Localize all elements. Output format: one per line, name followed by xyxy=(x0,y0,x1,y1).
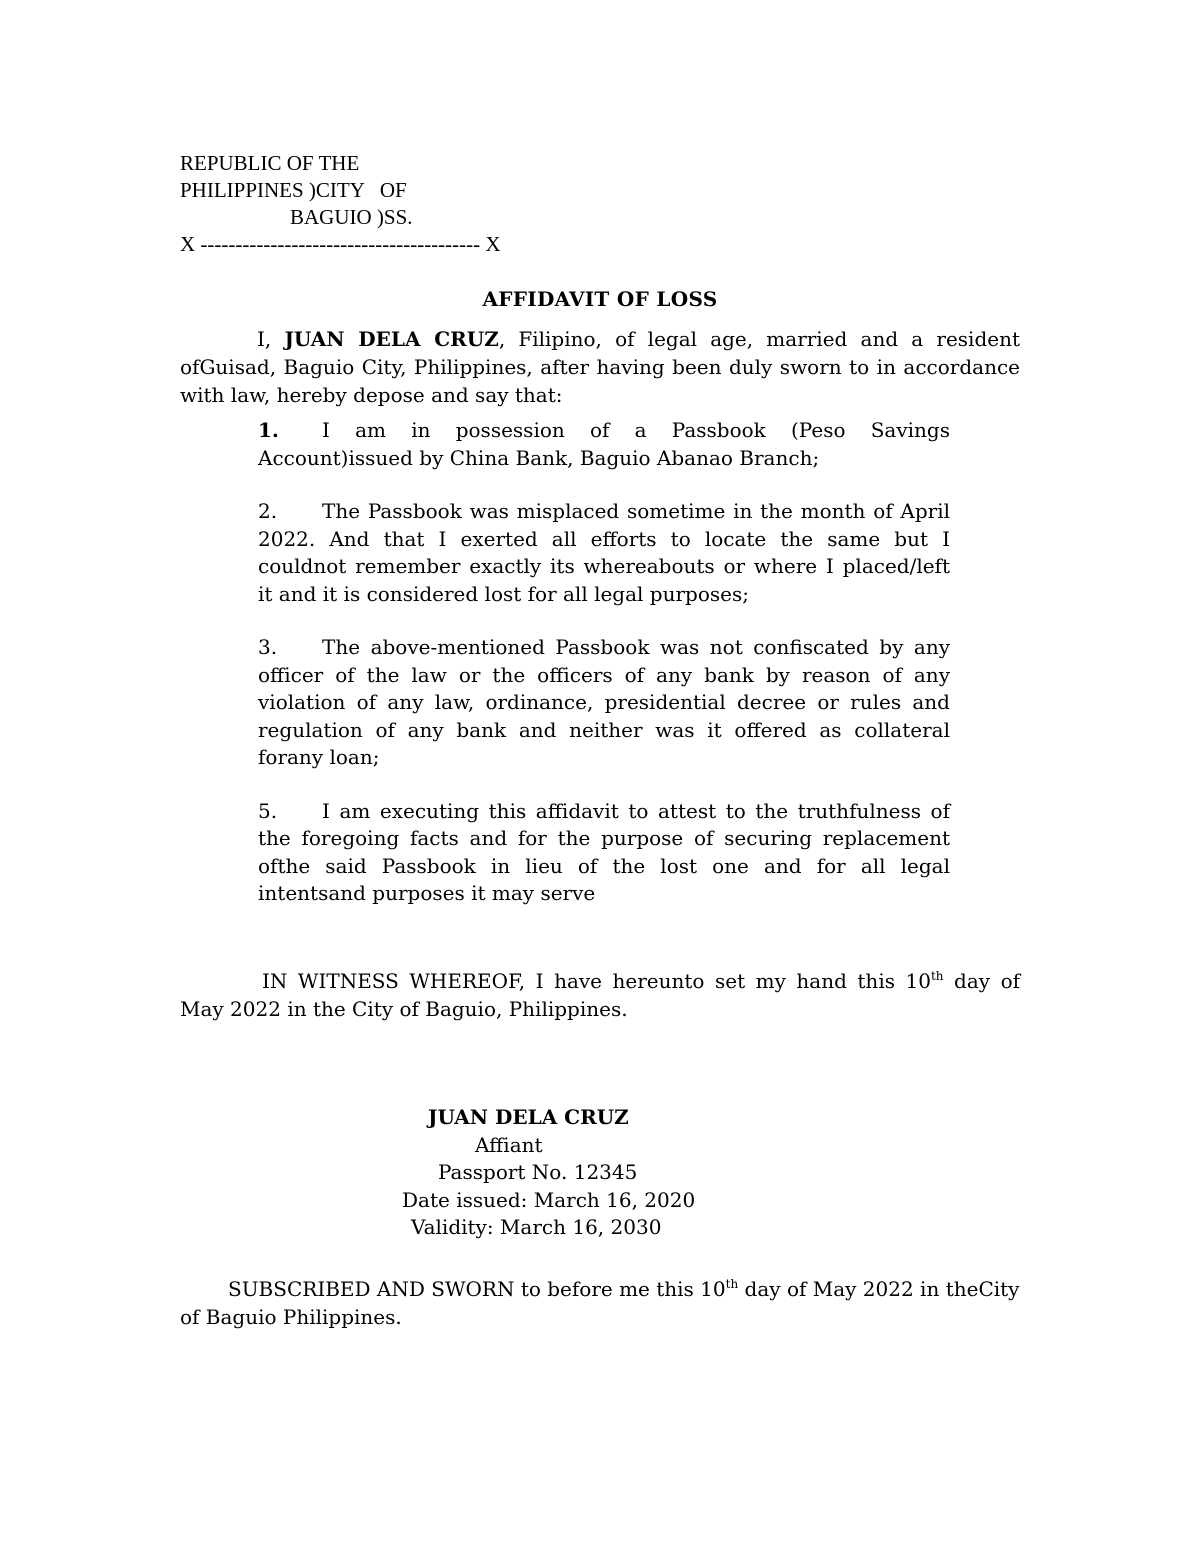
intro-text: , Filipino, of legal age, married and a resident ofGuisad, Baguio City, Philippines, after having been duly sworn to in accordance with law, hereby depose and say that: xyxy=(180,327,1020,407)
witness-ordinal: th xyxy=(930,969,944,983)
signature-validity: Validity: March 16, 2030 xyxy=(411,1215,662,1239)
intro-prefix: I, xyxy=(257,327,285,351)
caption-line-2: PHILIPPINES )CITY OF xyxy=(180,178,407,202)
caption-line-1: REPUBLIC OF THE xyxy=(180,151,360,175)
witness-text-2: day of May 2022 in the City of Baguio, Philippines. xyxy=(180,969,1021,1021)
document-title: AFFIDAVIT OF LOSS xyxy=(482,287,718,311)
statement-number: 1. xyxy=(258,418,279,442)
document-caption xyxy=(180,150,501,258)
statement-text: The above-mentioned Passbook was not confiscated by any officer of the law or the officers of any bank by reason of any violation of any law, ordinance, presidential decree or rules and regulation of any bank and neither was it offered as collateral forany loan; xyxy=(258,635,950,769)
witness-paragraph xyxy=(180,967,1020,1023)
jurat-paragraph xyxy=(180,1275,1020,1331)
statement-text: I am executing this affidavit to attest to the truthfulness of the foregoing facts and for the purpose of securing replacement ofthe said Passbook in lieu of the lost one and for all legal intentsand purposes it may serve xyxy=(258,798,950,905)
statement-text: I am in possession of a Passbook (Peso Savings Account)issued by China Bank, Baguio Abanao Branch; xyxy=(258,418,950,470)
intro-paragraph xyxy=(180,325,1020,409)
numbered-statements xyxy=(258,417,950,934)
statement-item xyxy=(258,417,950,472)
caption-line-3: BAGUIO )SS. xyxy=(290,205,413,229)
statement-item xyxy=(258,498,950,608)
statement-number: 3. xyxy=(258,635,278,659)
jurat-text-1: SUBSCRIBED AND SWORN to before me this 10 xyxy=(228,1277,726,1301)
signature-passport: Passport No. 12345 xyxy=(438,1160,638,1184)
witness-text-1: IN WITNESS WHEREOF, I have hereunto set my hand this 10 xyxy=(262,969,931,993)
caption-separator: X ---------------------------------------- X xyxy=(180,232,501,256)
statement-number: 5. xyxy=(258,798,278,823)
signature-role: Affiant xyxy=(475,1133,543,1157)
statement-item xyxy=(258,634,950,772)
jurat-ordinal: th xyxy=(725,1277,739,1291)
jurat-text-2: day of May 2022 in theCity of Baguio Philippines. xyxy=(180,1277,1020,1329)
statement-item xyxy=(258,798,950,908)
statement-number: 2. xyxy=(258,499,278,523)
affiant-name: JUAN DELA CRUZ xyxy=(284,327,499,351)
statement-text: The Passbook was misplaced sometime in the month of April 2022. And that I exerted all efforts to locate the same but I couldnot remember exactly its whereabouts or where I placed/left it and it is considered lost for all legal purposes; xyxy=(258,499,950,606)
signature-date-issued: Date issued: March 16, 2020 xyxy=(402,1188,696,1212)
signature-name: JUAN DELA CRUZ xyxy=(428,1105,629,1129)
